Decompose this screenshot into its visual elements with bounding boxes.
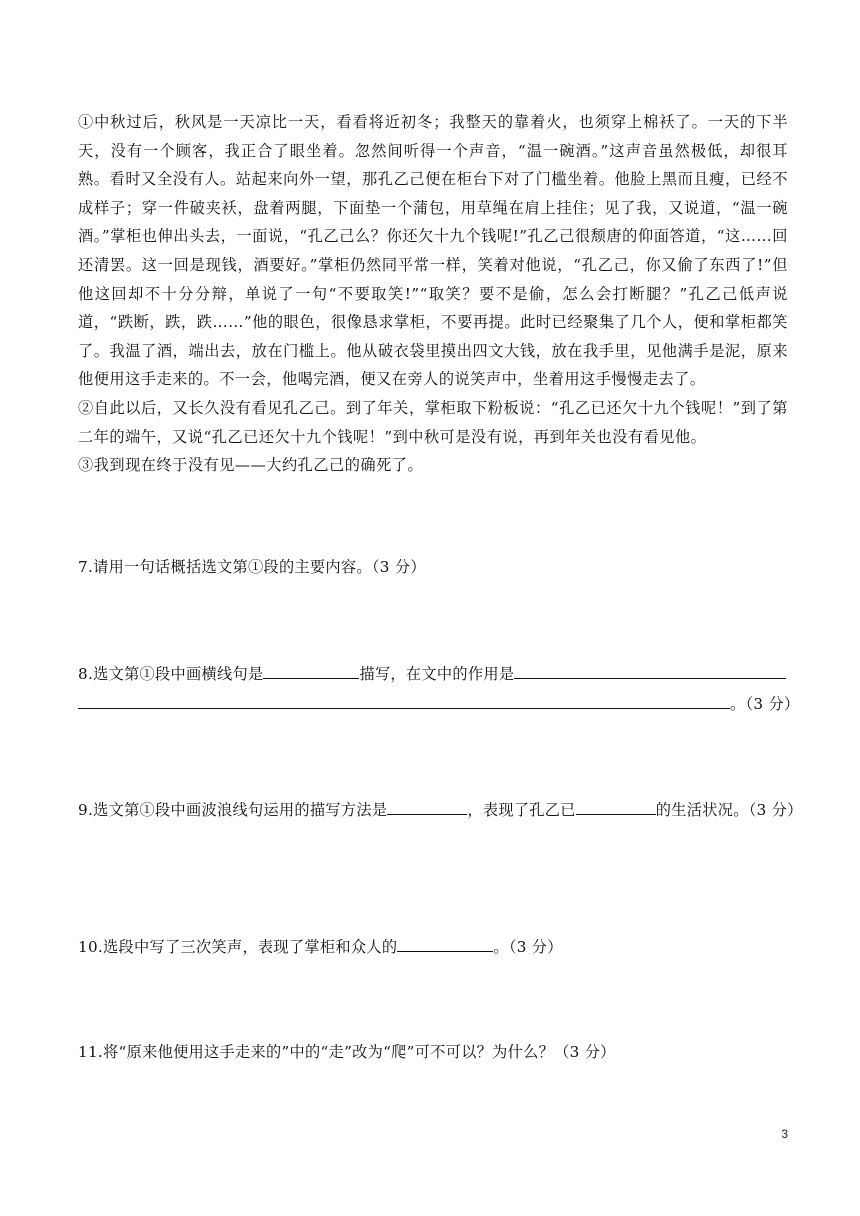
passage-paragraph-3: ③我到现在终于没有见——大约孔乙己的确死了。 — [78, 456, 424, 475]
question-8-blank-2[interactable] — [514, 660, 786, 679]
question-9-text-a: 9.选文第①段中画波浪线句运用的描写方法是 — [78, 801, 388, 819]
question-10 — [78, 933, 798, 962]
question-10-text-b: 。（3 分） — [493, 938, 563, 956]
question-8-text-c: 。（3 分） — [730, 695, 800, 713]
question-9-blank-2[interactable] — [576, 796, 656, 815]
reading-passage — [78, 108, 788, 480]
question-9-blank-1[interactable] — [387, 796, 467, 815]
question-11: 11.将“原来他便用这手走来的”中的“走”改为“爬”可不可以？为什么？（3 分） — [78, 1043, 616, 1061]
question-7: 7.请用一句话概括选文第①段的主要内容。（3 分） — [78, 558, 426, 576]
question-8-text-b: 描写，在文中的作用是 — [359, 665, 515, 683]
question-8-blank-1[interactable] — [263, 660, 359, 679]
question-9-text-b: ，表现了孔乙已 — [467, 801, 576, 819]
question-8-text-a: 8.选文第①段中画横线句是 — [78, 665, 264, 683]
question-10-text-a: 10.选段中写了三次笑声，表现了掌柜和众人的 — [78, 938, 398, 956]
question-8-blank-3[interactable] — [78, 690, 730, 709]
question-10-blank[interactable] — [397, 933, 493, 952]
passage-paragraph-2: ②自此以后，又长久没有看见孔乙己。到了年关，掌柜取下粉板说：“孔乙已还欠十九个钱呢！”到了第二年的端午，又说“孔乙已还欠十九个钱呢！”到中秋可是没有说，再到年关也没有看见他。 — [78, 398, 788, 446]
question-8 — [78, 660, 798, 689]
question-9 — [78, 796, 803, 825]
question-8-continued — [78, 690, 798, 719]
passage-paragraph-1: ①中秋过后，秋风是一天凉比一天，看看将近初冬；我整天的靠着火，也须穿上棉袄了。一天的下半天，没有一个顾客，我正合了眼坐着。忽然间听得一个声音，“温一碗酒。”这声音虽然极低，却很耳熟。看时又全没有人。站起来向外一望，那孔乙己便在柜台下对了门槛坐着。他脸上黑而且瘦，已经不成样子；穿一件破夹袄，盘着两腿，下面垫一个蒲包，用草绳在肩上挂住；见了我，又说道，“温一碗酒。”掌柜也伸出头去，一面说，“孔乙己么？你还欠十九个钱呢!”孔乙己很颓唐的仰面答道，“这……回还清罢。这一回是现钱，酒要好。”掌柜仍然同平常一样，笑着对他说，“孔乙己，你又偷了东西了!”但他这回却不十分分辩，单说了一句“不要取笑!”“取笑？要不是偷，怎么会打断腿？”孔乙己低声说道，“跌断，跌，跌……”他的眼色，很像恳求掌柜，不要再提。此时已经聚集了几个人，便和掌柜都笑了。我温了酒，端出去，放在门槛上。他从破衣袋里摸出四文大钱，放在我手里，见他满手是泥，原来他便用这手走来的。不一会，他喝完酒，便又在旁人的说笑声中，坐着用这手慢慢走去了。 — [78, 113, 788, 389]
question-9-text-c: 的生活状况。（3 分） — [655, 801, 803, 819]
page-number: 3 — [781, 1127, 788, 1141]
